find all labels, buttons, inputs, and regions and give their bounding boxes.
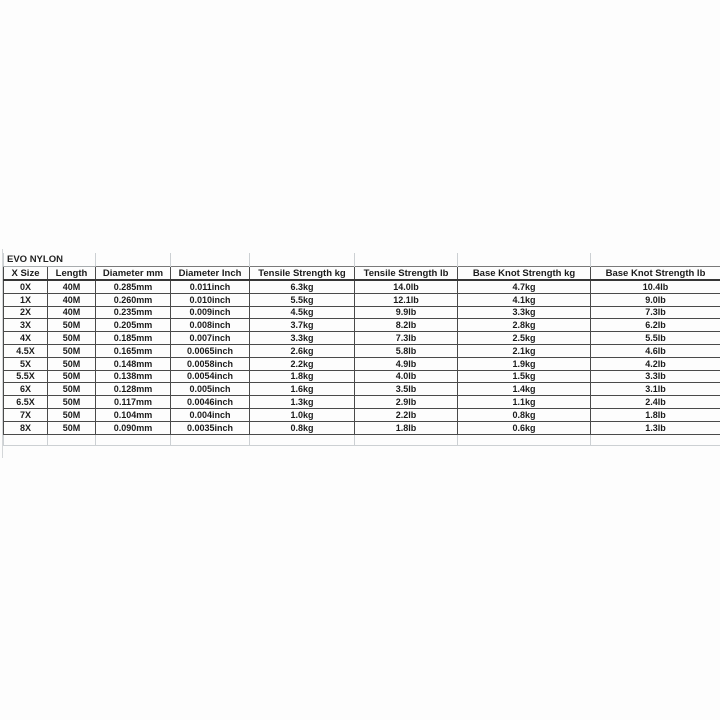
table-cell: 0.148mm <box>96 357 171 370</box>
table-cell: 50M <box>48 370 96 383</box>
sheet-cell <box>355 434 458 445</box>
table-cell: 8.2lb <box>355 319 458 332</box>
table-cell: 1.6kg <box>250 383 355 396</box>
header-row <box>4 267 720 281</box>
table-title: EVO NYLON <box>4 253 96 267</box>
table-row <box>4 280 720 293</box>
sheet-cell <box>250 253 355 267</box>
table-cell: 14.0lb <box>355 280 458 293</box>
table-cell: 4.5kg <box>250 306 355 319</box>
sheet-cell <box>250 434 355 445</box>
spec-table <box>3 253 720 446</box>
table-cell: 4.1kg <box>458 293 591 306</box>
table-cell: 50M <box>48 421 96 434</box>
table-cell: 0.117mm <box>96 396 171 409</box>
sheet-title-row <box>4 253 720 267</box>
table-cell: 1.1kg <box>458 396 591 409</box>
table-cell: 3.3kg <box>458 306 591 319</box>
table-cell: 0.0058inch <box>171 357 250 370</box>
table-cell: 50M <box>48 332 96 345</box>
table-row <box>4 421 720 434</box>
table-cell: 0.6kg <box>458 421 591 434</box>
table-cell: 0.007inch <box>171 332 250 345</box>
table-cell: 0.185mm <box>96 332 171 345</box>
table-cell: 50M <box>48 357 96 370</box>
table-cell: 2.6kg <box>250 344 355 357</box>
table-cell: 0.205mm <box>96 319 171 332</box>
sheet-cell <box>4 434 48 445</box>
table-cell: 0.285mm <box>96 280 171 293</box>
table-row <box>4 408 720 421</box>
table-cell: 1.8lb <box>591 408 720 421</box>
table-row <box>4 306 720 319</box>
table-cell: 2.2lb <box>355 408 458 421</box>
table-cell: 2.5kg <box>458 332 591 345</box>
table-cell: 0.138mm <box>96 370 171 383</box>
table-cell: 3.3lb <box>591 370 720 383</box>
table-cell: 12.1lb <box>355 293 458 306</box>
table-cell: 4X <box>4 332 48 345</box>
table-row <box>4 396 720 409</box>
table-cell: 0X <box>4 280 48 293</box>
column-header: Base Knot Strength kg <box>458 267 591 281</box>
table-cell: 0.8kg <box>458 408 591 421</box>
sheet-empty-row <box>4 434 720 445</box>
table-cell: 6.3kg <box>250 280 355 293</box>
table-row <box>4 383 720 396</box>
table-cell: 1.5kg <box>458 370 591 383</box>
column-header: Base Knot Strength lb <box>591 267 720 281</box>
table-row <box>4 319 720 332</box>
table-cell: 4.9lb <box>355 357 458 370</box>
table-cell: 4.0lb <box>355 370 458 383</box>
table-cell: 4.7kg <box>458 280 591 293</box>
table-cell: 50M <box>48 319 96 332</box>
table-cell: 1.0kg <box>250 408 355 421</box>
table-row <box>4 332 720 345</box>
table-cell: 1.9kg <box>458 357 591 370</box>
table-cell: 2.4lb <box>591 396 720 409</box>
table-cell: 1X <box>4 293 48 306</box>
sheet-cell <box>355 253 458 267</box>
table-cell: 9.9lb <box>355 306 458 319</box>
table-cell: 5.5X <box>4 370 48 383</box>
table-cell: 5X <box>4 357 48 370</box>
table-cell: 2.2kg <box>250 357 355 370</box>
table-cell: 0.128mm <box>96 383 171 396</box>
column-header: Tensile Strength kg <box>250 267 355 281</box>
table-cell: 40M <box>48 293 96 306</box>
table-cell: 2X <box>4 306 48 319</box>
table-cell: 5.5lb <box>591 332 720 345</box>
table-cell: 0.235mm <box>96 306 171 319</box>
table-cell: 0.260mm <box>96 293 171 306</box>
column-header: Length <box>48 267 96 281</box>
table-cell: 0.009inch <box>171 306 250 319</box>
table-cell: 50M <box>48 344 96 357</box>
table-row <box>4 344 720 357</box>
table-cell: 0.004inch <box>171 408 250 421</box>
sheet-cell <box>458 253 591 267</box>
table-cell: 40M <box>48 280 96 293</box>
table-cell: 4.2lb <box>591 357 720 370</box>
sheet-cell <box>48 434 96 445</box>
table-cell: 0.0035inch <box>171 421 250 434</box>
table-cell: 0.011inch <box>171 280 250 293</box>
table-cell: 0.090mm <box>96 421 171 434</box>
sheet-cell <box>96 253 171 267</box>
table-cell: 0.0054inch <box>171 370 250 383</box>
column-header: Diameter mm <box>96 267 171 281</box>
table-cell: 3.5lb <box>355 383 458 396</box>
sheet-cell <box>591 434 720 445</box>
table-cell: 6X <box>4 383 48 396</box>
table-cell: 0.165mm <box>96 344 171 357</box>
table-cell: 1.3kg <box>250 396 355 409</box>
column-header: X Size <box>4 267 48 281</box>
table-cell: 0.005inch <box>171 383 250 396</box>
table-cell: 8X <box>4 421 48 434</box>
table-cell: 0.0065inch <box>171 344 250 357</box>
table-cell: 1.8lb <box>355 421 458 434</box>
table-cell: 4.6lb <box>591 344 720 357</box>
table-cell: 0.8kg <box>250 421 355 434</box>
table-cell: 6.5X <box>4 396 48 409</box>
sheet-cell <box>458 434 591 445</box>
sheet-cell <box>96 434 171 445</box>
table-cell: 7X <box>4 408 48 421</box>
table-cell: 10.4lb <box>591 280 720 293</box>
table-cell: 50M <box>48 408 96 421</box>
table-cell: 3.7kg <box>250 319 355 332</box>
sheet-cell <box>171 434 250 445</box>
table-cell: 4.5X <box>4 344 48 357</box>
sheet-cell <box>171 253 250 267</box>
table-cell: 50M <box>48 396 96 409</box>
table-cell: 5.5kg <box>250 293 355 306</box>
table-cell: 50M <box>48 383 96 396</box>
table-cell: 5.8lb <box>355 344 458 357</box>
table-body <box>4 280 720 434</box>
table-cell: 9.0lb <box>591 293 720 306</box>
table-row <box>4 357 720 370</box>
table-cell: 0.0046inch <box>171 396 250 409</box>
table-cell: 7.3lb <box>591 306 720 319</box>
table-cell: 0.104mm <box>96 408 171 421</box>
table-cell: 0.010inch <box>171 293 250 306</box>
table-cell: 2.9lb <box>355 396 458 409</box>
table-row <box>4 293 720 306</box>
sheet-cell <box>591 253 720 267</box>
table-cell: 1.3lb <box>591 421 720 434</box>
table-cell: 3X <box>4 319 48 332</box>
table-cell: 3.3kg <box>250 332 355 345</box>
table-cell: 7.3lb <box>355 332 458 345</box>
table-cell: 1.4kg <box>458 383 591 396</box>
table-cell: 2.8kg <box>458 319 591 332</box>
table-cell: 40M <box>48 306 96 319</box>
table-cell: 6.2lb <box>591 319 720 332</box>
table-cell: 2.1kg <box>458 344 591 357</box>
table-cell: 0.008inch <box>171 319 250 332</box>
column-header: Tensile Strength lb <box>355 267 458 281</box>
table-row <box>4 370 720 383</box>
table-cell: 1.8kg <box>250 370 355 383</box>
column-header: Diameter Inch <box>171 267 250 281</box>
table-cell: 3.1lb <box>591 383 720 396</box>
